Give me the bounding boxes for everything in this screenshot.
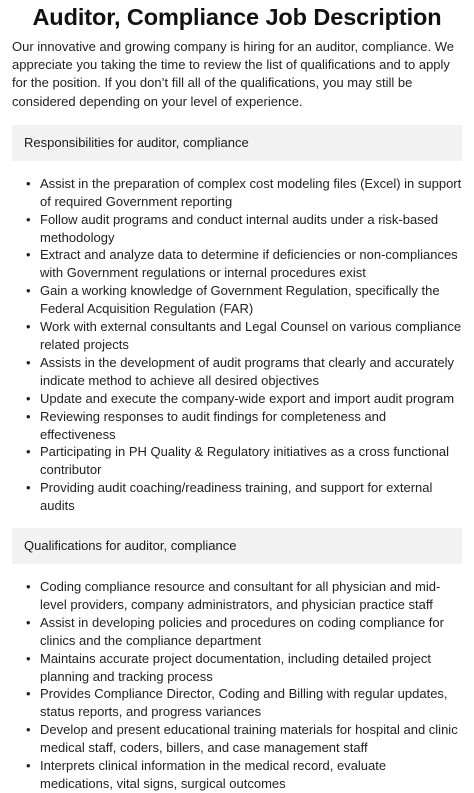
bullet-icon: •	[26, 175, 31, 191]
bullet-icon: •	[26, 686, 31, 702]
list-item-text: Gain a working knowledge of Government Regulation, specifically the Federal Acquisition Regulation (FAR)	[40, 283, 440, 317]
list-item	[24, 685, 462, 721]
list-item	[24, 650, 462, 686]
list-item	[24, 408, 462, 444]
list-item-text: Develop and present educational training materials for hospital and clinic medical staff, coders, billers, and case management staff	[40, 722, 458, 756]
list-item	[24, 757, 462, 793]
bullet-icon: •	[26, 480, 31, 496]
bullet-icon: •	[26, 758, 31, 774]
list-item-text: Assist in the preparation of complex cost modeling files (Excel) in support of required Government reporting	[40, 175, 462, 209]
intro-paragraph: Our innovative and growing company is hiring for an auditor, compliance. We appreciate you taking the time to review the list of qualifications and to apply for the position. If you don’t fill all of the qualifications, you may still be considered depending on your level of experience.	[12, 39, 454, 109]
list-item-text: Extract and analyze data to determine if deficiencies or non-compliances with Government regulations or internal procedures exist	[40, 247, 458, 281]
list-item-text: Interprets clinical information in the medical record, evaluate medications, vital signs, surgical outcomes	[40, 758, 387, 791]
bullet-icon: •	[26, 408, 31, 424]
list-item	[24, 354, 462, 390]
list-item-text: Reviewing responses to audit findings for completeness and effectiveness	[40, 408, 387, 442]
bullet-icon: •	[26, 722, 31, 738]
list-item-text: Follow audit programs and conduct internal audits under a risk-based methodology	[40, 211, 439, 245]
bullet-icon: •	[26, 650, 31, 666]
list-item-text: Provides Compliance Director, Coding and Billing with regular updates, status reports, and progress variances	[40, 686, 448, 720]
list-item-text: Update and execute the company-wide export and import audit program	[40, 390, 455, 406]
list-item-text: Assists in the development of audit programs that clearly and accurately indicate method to achieve all desired objectives	[40, 354, 455, 388]
list-item	[24, 578, 462, 614]
list-item-text: Participating in PH Quality & Regulatory initiatives as a cross functional contributor	[40, 444, 449, 478]
bullet-icon: •	[26, 444, 31, 460]
bullet-icon: •	[26, 247, 31, 263]
list-item	[24, 479, 462, 515]
page-title: Auditor, Compliance Job Description	[32, 4, 442, 30]
list-item	[24, 175, 462, 211]
list-item	[24, 390, 462, 408]
list-item	[24, 614, 462, 650]
list-item-text: Maintains accurate project documentation, including detailed project planning and tracking process	[40, 650, 431, 684]
bullet-icon: •	[26, 579, 31, 595]
bullet-icon: •	[26, 211, 31, 227]
list-item-text: Coding compliance resource and consultant for all physician and mid-level providers, company administrators, and physician practice staff	[40, 579, 441, 612]
bullet-icon: •	[26, 354, 31, 370]
list-item-text: Assist in developing policies and procedures on coding compliance for clinics and the compliance department	[40, 614, 444, 648]
bullet-icon: •	[26, 319, 31, 335]
list-item-text: Work with external consultants and Legal Counsel on various compliance related projects	[40, 319, 462, 352]
list-item-text: Providing audit coaching/readiness training, and support for external audits	[40, 480, 433, 514]
bullet-icon: •	[26, 614, 31, 630]
bullet-icon: •	[26, 283, 31, 299]
list-item	[24, 721, 462, 757]
responsibilities-heading: Responsibilities for auditor, compliance	[12, 125, 462, 161]
list-item	[24, 318, 462, 354]
responsibilities-list	[12, 175, 462, 515]
qualifications-list	[12, 578, 462, 793]
list-item	[24, 211, 462, 247]
list-item	[24, 282, 462, 318]
list-item	[24, 443, 462, 479]
qualifications-heading: Qualifications for auditor, compliance	[12, 528, 462, 564]
list-item	[24, 246, 462, 282]
bullet-icon: •	[26, 390, 31, 406]
